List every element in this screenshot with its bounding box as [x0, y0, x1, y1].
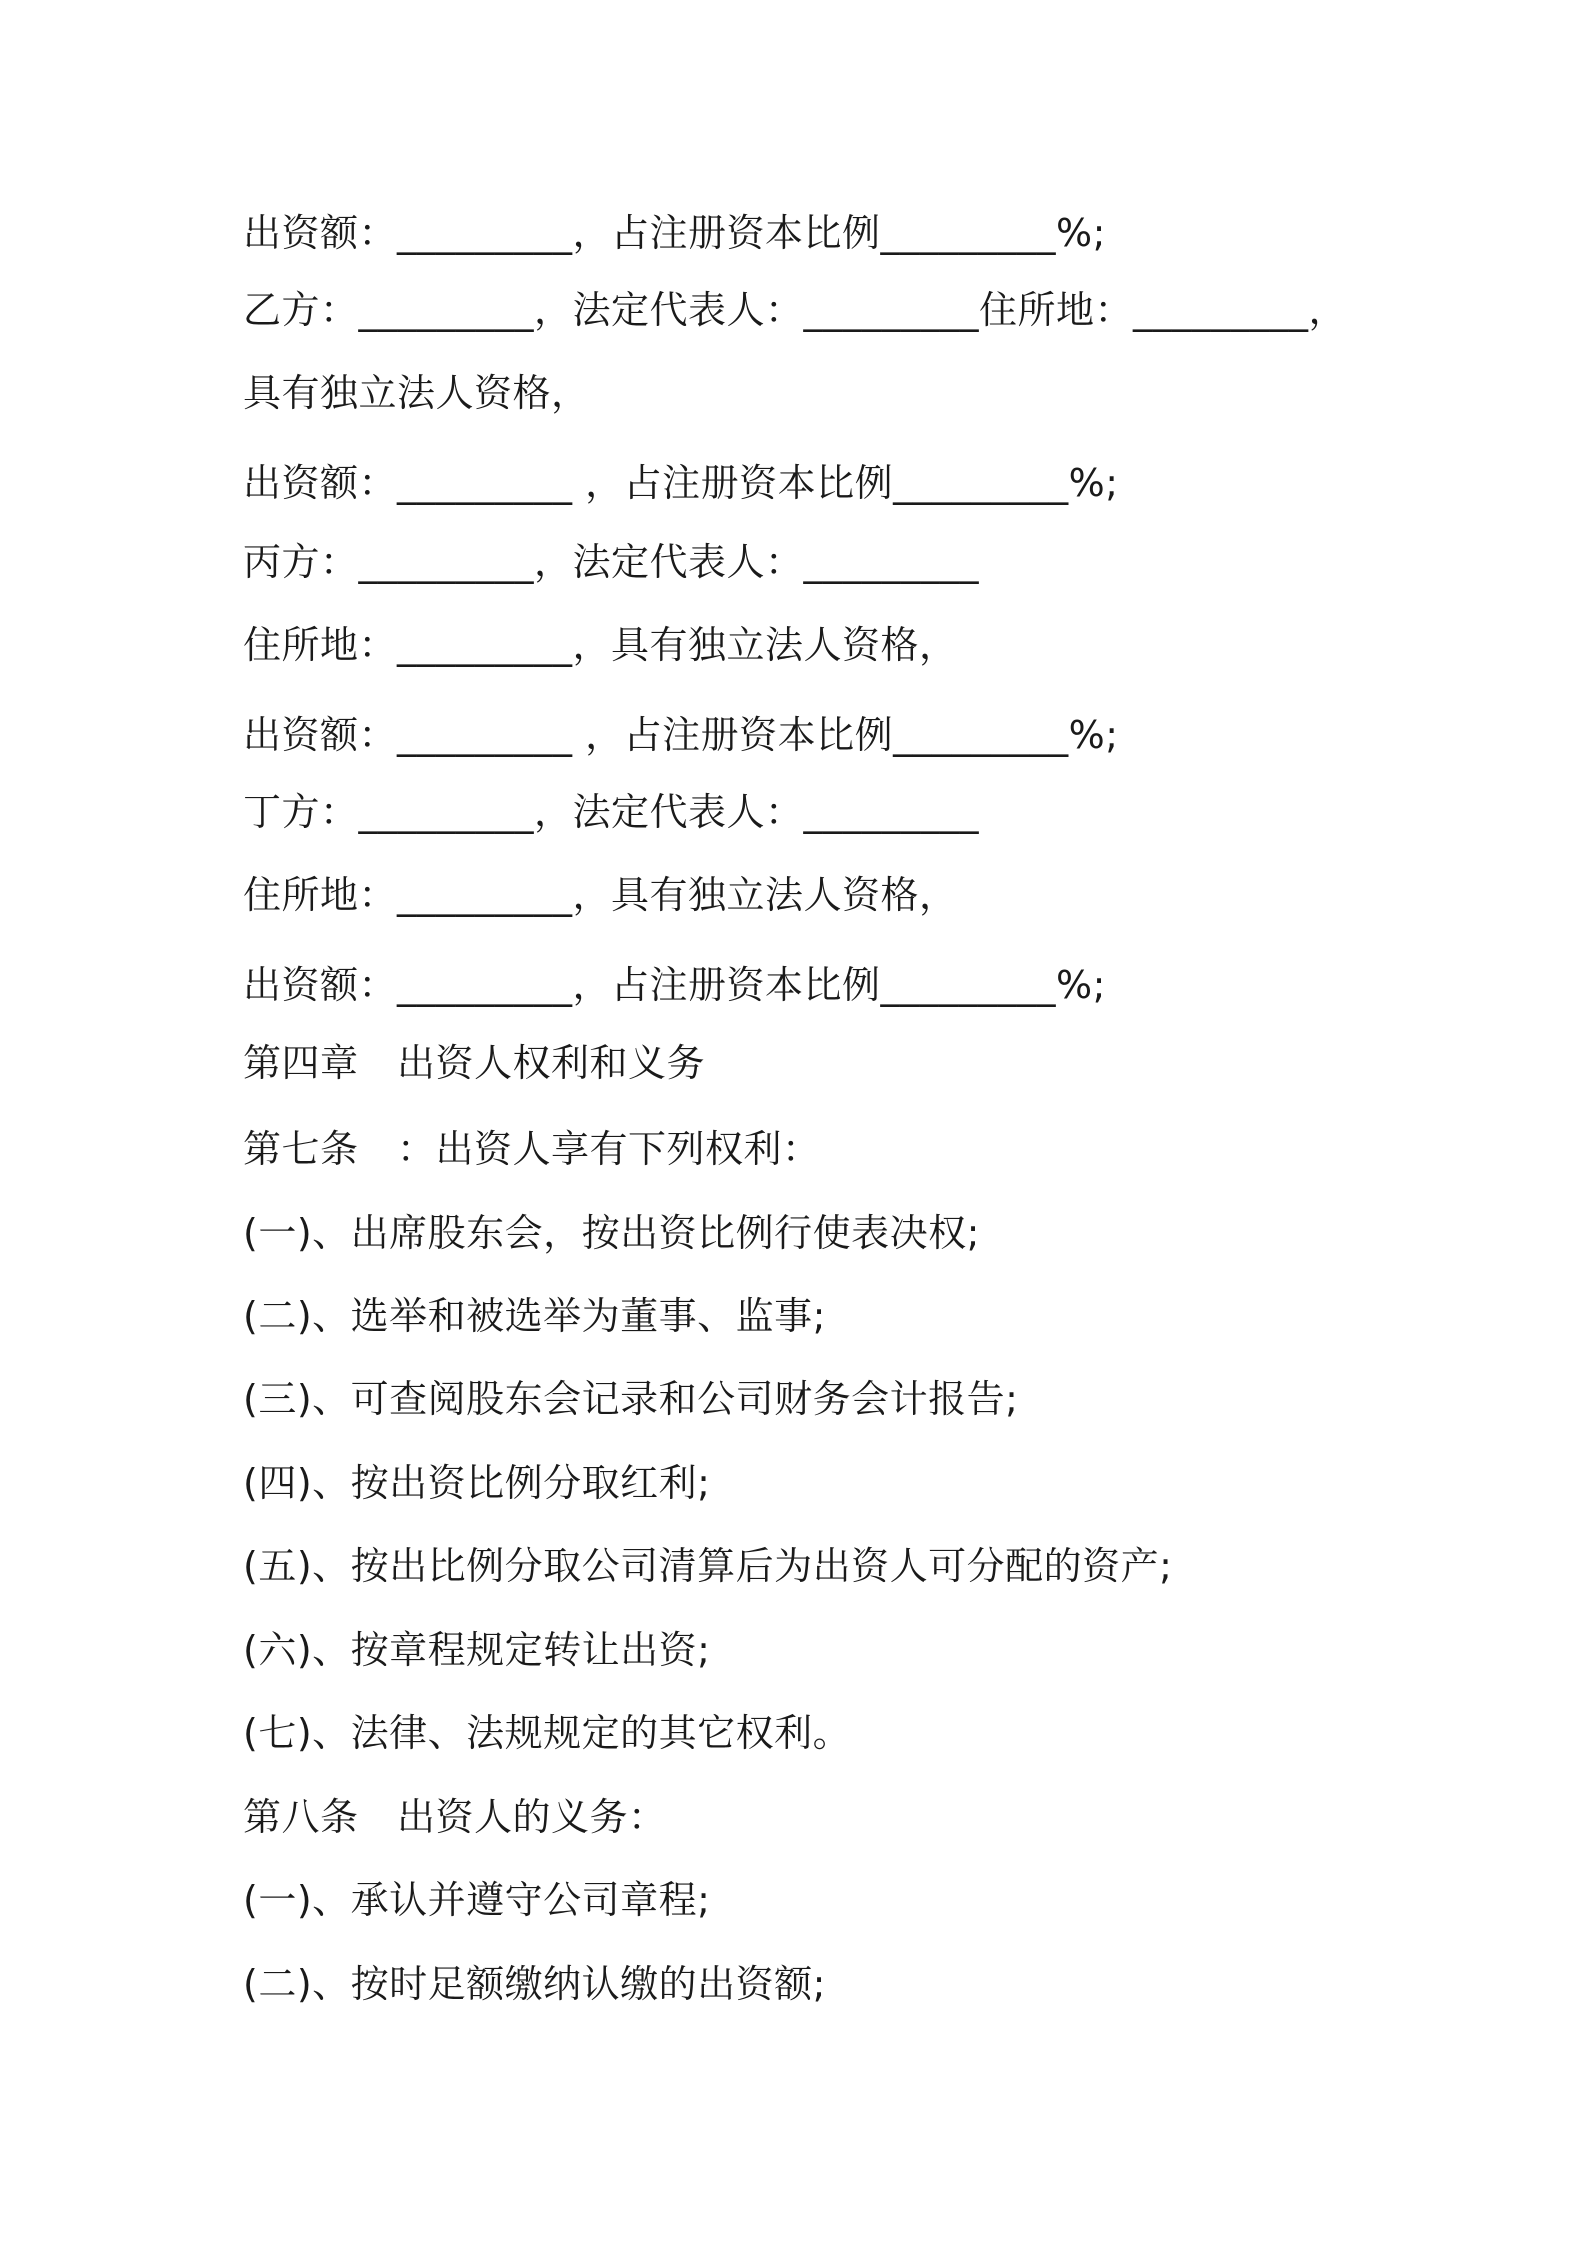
rights-item-3: (三)、可查阅股东会记录和公司财务会计报告; [243, 1377, 1019, 1421]
chapter-four-heading: 第四章 出资人权利和义务 [243, 1041, 706, 1085]
party-d-line: 丁方：_________，法定代表人：_________ [243, 790, 980, 834]
obligations-item-1: (一)、承认并遵守公司章程; [243, 1878, 711, 1922]
party-c-address-line: 住所地：_________，具有独立法人资格， [243, 623, 958, 667]
party-c-line: 丙方：_________，法定代表人：_________ [243, 540, 980, 584]
party-b-line: 乙方：_________，法定代表人：_________住所地：_________， [243, 288, 1348, 332]
rights-item-6: (六)、按章程规定转让出资; [243, 1628, 711, 1672]
rights-item-2: (二)、选举和被选举为董事、监事; [243, 1294, 826, 1338]
rights-item-1: (一)、出席股东会，按出资比例行使表决权; [243, 1211, 980, 1255]
rights-item-5: (五)、按出比例分取公司清算后为出资人可分配的资产; [243, 1544, 1173, 1588]
article-eight-heading: 第八条 出资人的义务： [243, 1795, 667, 1839]
rights-item-4: (四)、按出资比例分取红利; [243, 1461, 711, 1505]
capital-line-party-b: 出资额：_________ ，占注册资本比例_________%; [243, 461, 1119, 505]
party-b-qualification-line: 具有独立法人资格， [243, 371, 590, 415]
rights-item-7: (七)、法律、法规规定的其它权利。 [243, 1711, 852, 1755]
capital-line-party-c: 出资额：_________ ，占注册资本比例_________%; [243, 713, 1119, 757]
obligations-item-2: (二)、按时足额缴纳认缴的出资额; [243, 1962, 826, 2006]
capital-line-party-a: 出资额：_________，占注册资本比例_________%; [243, 211, 1106, 255]
party-d-address-line: 住所地：_________，具有独立法人资格， [243, 873, 958, 917]
capital-line-party-d: 出资额：_________，占注册资本比例_________%; [243, 963, 1106, 1007]
article-seven-heading: 第七条 ：出资人享有下列权利： [243, 1127, 821, 1171]
